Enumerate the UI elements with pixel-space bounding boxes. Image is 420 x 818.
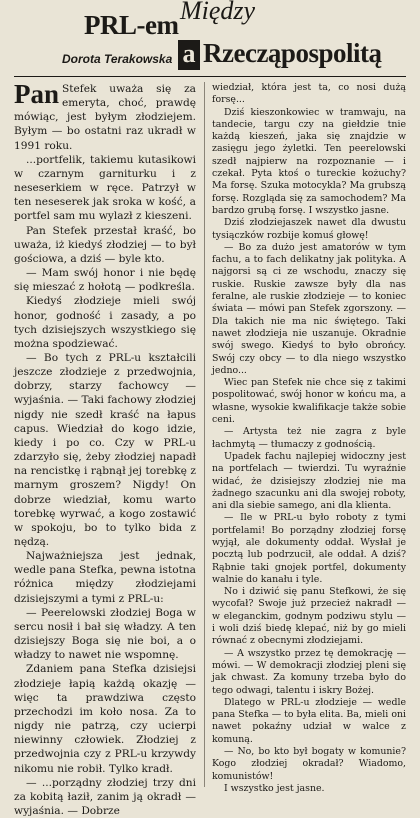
author-byline: Dorota Terakowska — [62, 52, 173, 66]
title-part2: Rzecząpospolitą — [203, 38, 382, 68]
article-header — [0, 0, 420, 80]
title-part1: PRL-em — [84, 10, 179, 40]
paragraph: wiedział, która jest ta, co nosi dużą forsę... — [212, 82, 406, 106]
paragraph: — Mam swój honor i nie będę się mieszać z hołotą — podkreśla. — [14, 267, 196, 294]
paragraph: Pan Stefek przestał kraść, bo uważa, iż kiedyś złodziej — to był gościowa, a dziś — byle kto. — [14, 224, 196, 265]
paragraph: Upadek fachu najlepiej widoczny jest na portfelach — twierdzi. Tu wyraźnie widać, że dzisiejszy złodziej nie ma żadnego szacunku ani dla swojej roboty, ani dla siebie samego, ani dla klienta. — [212, 450, 406, 512]
paragraph: — Peerelowski złodziej Boga w sercu nosił i bał się władzy. A ten dzisiejszy Boga się nie boi, a o władzy to nawet nie wspomnę. — [14, 606, 196, 662]
column-divider — [204, 82, 205, 787]
paragraph-text: Stefek uważa się za emeryta, choć, prawdę mówiąc, jest byłym złodziejem. Byłym — bo ostatni raz ukradł w 1991 roku. — [14, 83, 196, 152]
title-miedzy: Między — [180, 0, 256, 25]
paragraph: — Artysta też nie zagra z byle łachmytą — tłumaczy z godnością. — [212, 426, 406, 450]
paragraph: — No, bo kto był bogaty w komunie? Kogo złodziej okradał? Wiadomo, komunistów! — [212, 746, 406, 782]
header-rule — [14, 76, 406, 77]
paragraph: Dziś kieszonkowiec w tramwaju, na tandecie, targu czy na giełdzie tnie każdą kieszeń, jaka się znajdzie w zasięgu jego żyletki. Ten peerelowski szedł najpierw na rozpoznanie — i czekał. Pyta ktoś o tureckie kożuchy? Ma forsę. Szuka motocykla? Ma grubszą forsę. Rozgląda się za samochodem? Ma bardzo grubą forsę. I wszystko jasne. — [212, 106, 406, 216]
paragraph: Dziś złodziejaszek nawet dla dwustu tysiączków rozbije komuś głowę! — [212, 217, 406, 241]
left-column — [14, 79, 196, 818]
paragraph: ...portfelik, takiemu kutasikowi w czarnym garniturku i z neseserkiem w ręce. Patrzył w ten neseserek jak sroka w kość, a portfel sam mu wylazł z kieszeni. — [14, 153, 196, 223]
right-column — [212, 82, 406, 795]
paragraph: Wiec pan Stefek nie chce się z takimi pospolitować, swój honor w końcu ma, a własne, wysokie kwalifikacje także sobie ceni. — [212, 377, 406, 426]
paragraph: Zdaniem pana Stefka dzisiejsi złodzieje łapią każdą okazję — więc ta prawdziwa często przechodzi im koło nosa. Za to nigdy nie patrzą, czy ucierpi niewinny człowiek. Złodziej z przedwojnia czy z PRL-u krzywdy nikomu nie robił. Tylko kradł. — [14, 663, 196, 775]
paragraph: I wszystko jest jasne. — [224, 782, 325, 794]
paragraph: Dlatego w PRL-u złodzieje — wedle pana Stefka — to była elita. Ba, mieli oni nawet pokaźny udział w walce z komuną. — [212, 696, 406, 745]
paragraph: Kiedyś złodzieje mieli swój honor, godność i zasady, a po tych dzisiejszych wszystkiego się można spodziewać. — [14, 295, 196, 350]
paragraph: — Bo za dużo jest amatorów w tym fachu, a to fach delikatny jak polityka. A najgorsi są ci ze wschodu, znaczy się ruskie. Ruskie zawsze były dla nas feralne, ale ruskie złodzieje — to koniec świata — mówi pan Stefek zgorszony. — Dla takich nie ma nic świętego. Taki nawet złodzieja nie uszanuje. Okradnie swój swego. Kiedyś to było obrońcy. Swój czy obcy — to dla niego wszystko jedno... — [212, 241, 406, 376]
paragraph: — A wszystko przez tę demokrację — mówi. — W demokracji złodziej pleni się jak chwast. Za komuny trzeba było do tego odwagi, talentu i iskry Bożej. — [212, 647, 406, 696]
lead-paragraph — [14, 79, 196, 153]
paragraph: No i dziwić się panu Stefkowi, że się wycofał? Swoje już przecież nakradł — w eleganckim, godnym podziwu stylu — i woli dziś biedę klepać, niż by go mieli równać z obecnymi złodziejami. — [212, 586, 406, 647]
title-a-box: a — [178, 40, 200, 70]
paragraph: — Bo tych z PRL-u kształcili jeszcze złodzieje z przedwojnia, dobrzy, starzy fachowcy — wyjaśnia. — Taki fachowy złodziej nigdy nie szedł kraść na łapus capus. Wiedział do kogo idzie, kiedy i po co. Czy w PRL-u zdarzyło się, żeby złodziej napadł na rencistkę i rąbnął jej torebkę z marnym groszem? Nigdy! On dobrze wiedział, komu warto torebkę wyrwać, a kogo zostawić w spokoju, bo to tylko bida z nędzą. — [14, 351, 196, 548]
paragraph: — Ile w PRL-u było roboty z tymi portfelami! Bo porządny złodziej forsę wyjął, ale dokumenty oddał. Wysłał je pocztą lub podrzucił, ale oddał. A dziś? Rąbnie taki gnojek portfel, dokumenty walnie do kanału i tyle. — [212, 512, 406, 585]
paragraph: — ...porządny złodziej trzy dni za kobitą łaził, zanim ją okradł — wyjaśnia. — Dobrze — [14, 776, 196, 817]
dropcap: Pan — [14, 79, 60, 109]
paragraph: Najważniejsza jest jednak, wedle pana Stefka, pewna istotna różnica między złodziejami dzisiejszymi a tymi z PRL-u: — [14, 550, 196, 605]
